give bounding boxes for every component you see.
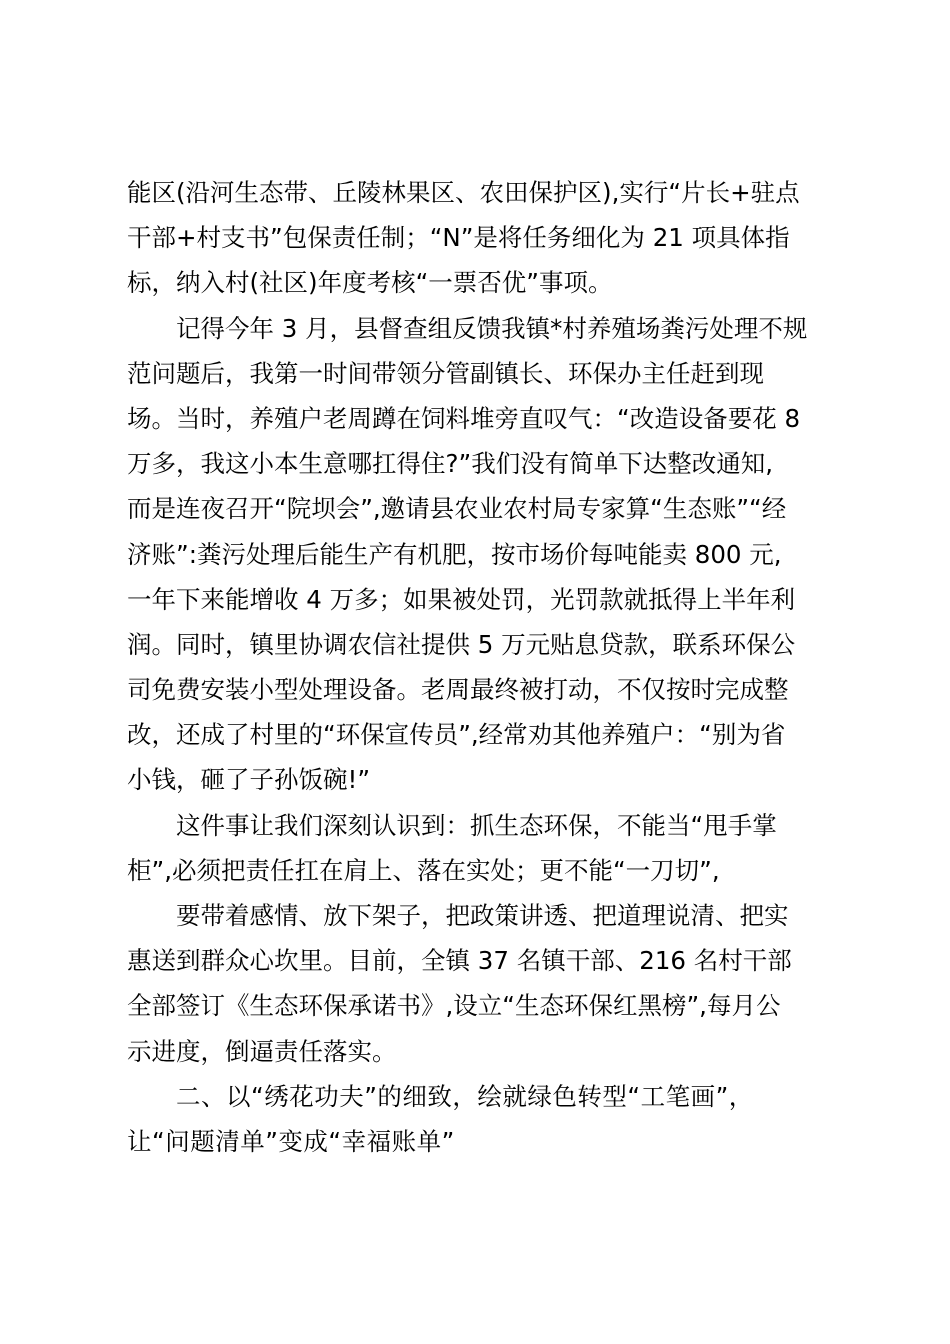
- text-line: 小钱，砸了子孙饭碗!”: [127, 765, 371, 795]
- text-line: 柜”,必须把责任扛在肩上、落在实处；更不能“一刀切”,: [127, 855, 720, 885]
- text-line: 改，还成了村里的“环保宣传员”,经常劝其他养殖户：“别为省: [127, 720, 786, 750]
- body-text: [127, 170, 833, 1164]
- section-heading: [127, 1074, 833, 1164]
- text-line: 万多，我这小本生意哪扛得住?”我们没有简单下达整改通知,: [127, 449, 773, 479]
- paragraph-commitment: [127, 893, 833, 1074]
- text-line: 而是连夜召开“院坝会”,邀请县农业农村局专家算“生态账”“经: [127, 494, 787, 524]
- heading-line: 让“问题清单”变成“幸福账单”: [127, 1126, 455, 1156]
- text-line: 司免费安装小型处理设备。老周最终被打动，不仅按时完成整: [127, 675, 789, 705]
- text-line: 要带着感情、放下架子，把政策讲透、把道理说清、把实: [176, 901, 789, 930]
- text-line: 这件事让我们深刻认识到：抓生态环保，不能当“甩手掌: [176, 810, 777, 840]
- text-line: 全部签订《生态环保承诺书》,设立“生态环保红黑榜”,每月公: [127, 991, 781, 1021]
- heading-line: 二、以“绣花功夫”的细致，绘就绿色转型“工笔画”，: [176, 1081, 754, 1111]
- text-line: 场。当时，养殖户老周蹲在饲料堆旁直叹气：“改造设备要花 8: [127, 403, 801, 433]
- paragraph-farm-story: [127, 306, 833, 803]
- text-line: 示进度，倒逼责任落实。: [127, 1036, 397, 1066]
- text-line: 记得今年 3 月，县督查组反馈我镇*村养殖场粪污处理不规: [176, 313, 808, 343]
- text-line: 能区(沿河生态带、丘陵林果区、农田保护区),实行“片长+驻点: [127, 178, 800, 207]
- text-line: 干部+村支书”包保责任制；“N”是将任务细化为 21 项具体指: [127, 223, 790, 253]
- text-line: 惠送到群众心坎里。目前，全镇 37 名镇干部、216 名村干部: [127, 946, 792, 976]
- text-line: 一年下来能增收 4 万多；如果被处罚，光罚款就抵得上半年利: [127, 584, 796, 614]
- text-line: 标，纳入村(社区)年度考核“一票否优”事项。: [127, 268, 613, 298]
- text-line: 润。同时，镇里协调农信社提供 5 万元贴息贷款，联系环保公: [127, 629, 796, 659]
- paragraph-responsibility-system: [127, 170, 833, 306]
- paragraph-lesson: [127, 803, 833, 893]
- text-line: 济账”:粪污处理后能生产有机肥，按市场价每吨能卖 800 元,: [127, 539, 782, 569]
- text-line: 范问题后，我第一时间带领分管副镇长、环保办主任赶到现: [127, 358, 764, 388]
